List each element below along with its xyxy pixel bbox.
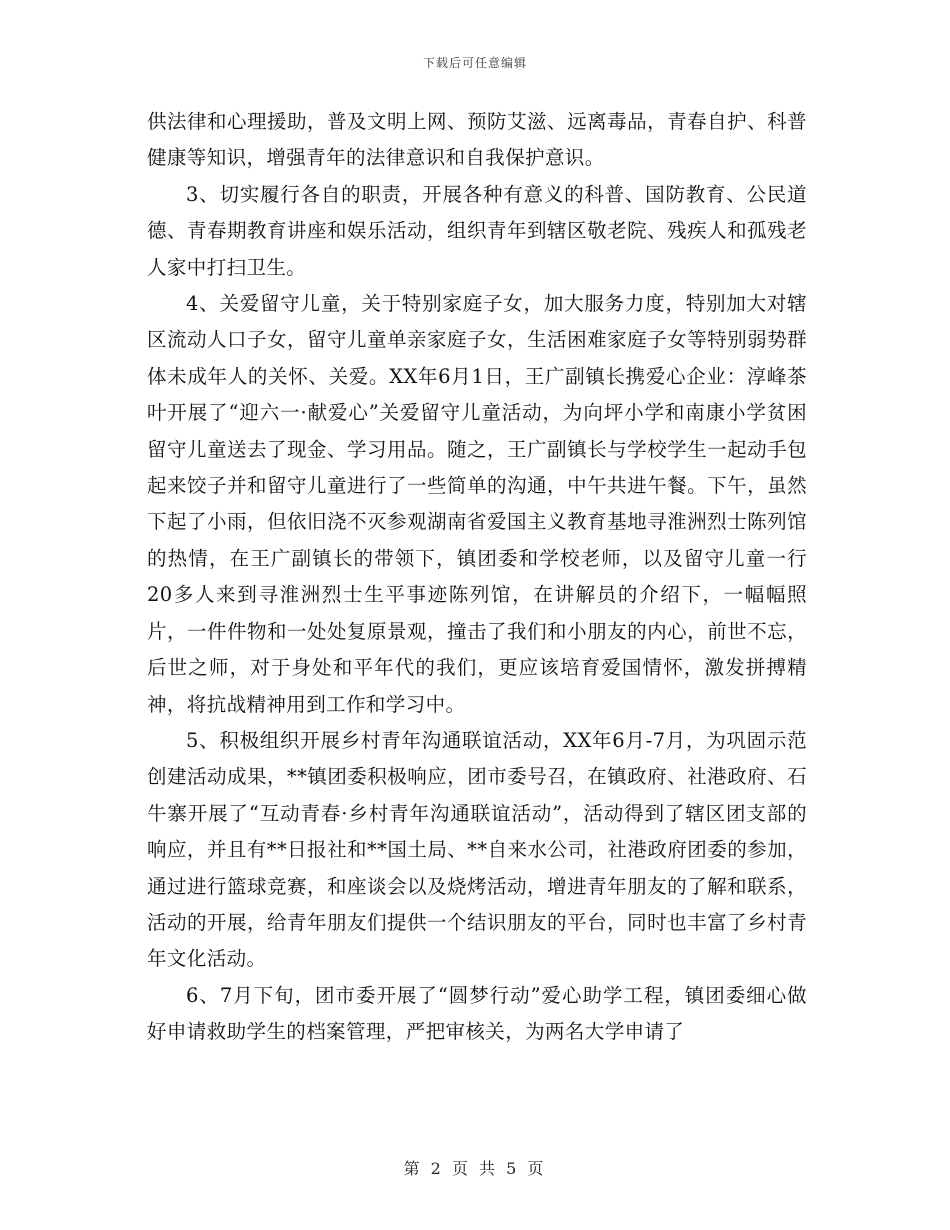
- paragraph-item-3: 3、切实履行各自的职责，开展各种有意义的科普、国防教育、公民道德、青春期教育讲座和娱乐活动，组织青年到辖区敬老院、残疾人和孤残老人家中打扫卫生。: [147, 182, 807, 279]
- paragraph-item-5: 5、积极组织开展乡村青年沟通联谊活动，XX年6月-7月，为巩固示范创建活动成果，**镇团委积极响应，团市委号召，在镇政府、社港政府、石牛寨开展了“互动青春·乡村青年沟通联谊活动”，活动得到了辖区团支部的响应，并且有**日报社和**国土局、**自来水公司，社港政府团委的参加，通过进行篮球竞赛，和座谈会以及烧烤活动，增进青年朋友的了解和联系，活动的开展，给青年朋友们提供一个结识朋友的平台，同时也丰富了乡村青年文化活动。: [147, 728, 807, 971]
- paragraph-legal-aid: 供法律和心理援助，普及文明上网、预防艾滋、远离毒品，青春自护、科普健康等知识，增强青年的法律意识和自我保护意识。: [147, 110, 807, 170]
- page-header-note: 下载后可任意编辑: [422, 56, 527, 70]
- document-body: [147, 104, 807, 1051]
- paragraph-item-4: 4、关爱留守儿童，关于特别家庭子女，加大服务力度，特别加大对辖区流动人口子女，留守儿童单亲家庭子女，生活困难家庭子女等特别弱势群体未成年人的关怀、关爱。XX年6月1日，王广副镇长携爱心企业：淳峰茶叶开展了“迎六一·献爱心”关爱留守儿童活动，为向坪小学和南康小学贫困留守儿童送去了现金、学习用品。随之，王广副镇长与学校学生一起动手包起来饺子并和留守儿童进行了一些简单的沟通，中午共进午餐。下午，虽然下起了小雨，但依旧浇不灭参观湖南省爱国主义教育基地寻淮洲烈士陈列馆的热情，在王广副镇长的带领下，镇团委和学校老师，以及留守儿童一行20多人来到寻淮洲烈士生平事迹陈列馆，在讲解员的介绍下，一幅幅照片，一件件物和一处处复原景观，撞击了我们和小朋友的内心，前世不忘，后世之师，对于身处和平年代的我们，更应该培育爱国情怀，激发拼搏精神，将抗战精神用到工作和学习中。: [147, 292, 807, 716]
- paragraph-item-6: 6、7月下旬，团市委开展了“圆梦行动”爱心助学工程，镇团委细心做好申请救助学生的档案管理，严把审核关，为两名大学申请了: [147, 983, 807, 1044]
- page-number-footer: 第 2 页 共 5 页: [403, 1159, 547, 1178]
